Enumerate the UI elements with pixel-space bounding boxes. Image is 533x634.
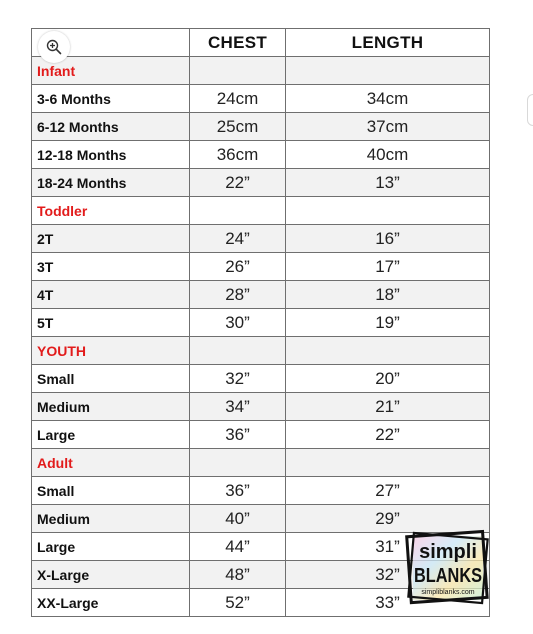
size-label: 18-24 Months xyxy=(32,169,190,197)
category-row xyxy=(32,449,490,477)
table-row xyxy=(32,169,490,197)
chest-value: 24” xyxy=(190,225,286,253)
table-row xyxy=(32,421,490,449)
category-row xyxy=(32,197,490,225)
empty-cell xyxy=(190,197,286,225)
chest-value: 36” xyxy=(190,421,286,449)
length-value: 18” xyxy=(286,281,490,309)
chest-value: 30” xyxy=(190,309,286,337)
table-row xyxy=(32,113,490,141)
chest-value: 44” xyxy=(190,533,286,561)
size-label: Small xyxy=(32,477,190,505)
table-row xyxy=(32,225,490,253)
size-label: Large xyxy=(32,533,190,561)
header-chest: CHEST xyxy=(190,29,286,57)
size-label: 2T xyxy=(32,225,190,253)
size-label: 12-18 Months xyxy=(32,141,190,169)
size-label: 6-12 Months xyxy=(32,113,190,141)
chest-value: 25cm xyxy=(190,113,286,141)
chest-value: 36cm xyxy=(190,141,286,169)
chest-value: 34” xyxy=(190,393,286,421)
length-value: 16” xyxy=(286,225,490,253)
table-header-row xyxy=(32,29,490,57)
size-label: Medium xyxy=(32,505,190,533)
length-value: 22” xyxy=(286,421,490,449)
size-label: 3-6 Months xyxy=(32,85,190,113)
length-value: 40cm xyxy=(286,141,490,169)
chest-value: 36” xyxy=(190,477,286,505)
size-label: Medium xyxy=(32,393,190,421)
header-length: LENGTH xyxy=(286,29,490,57)
length-value: 21” xyxy=(286,393,490,421)
table-row xyxy=(32,141,490,169)
chest-value: 22” xyxy=(190,169,286,197)
length-value: 34cm xyxy=(286,85,490,113)
size-label: 3T xyxy=(32,253,190,281)
table-row xyxy=(32,365,490,393)
chest-value: 40” xyxy=(190,505,286,533)
chest-value: 32” xyxy=(190,365,286,393)
table-row xyxy=(32,253,490,281)
empty-cell xyxy=(190,57,286,85)
table-row xyxy=(32,393,490,421)
table-row xyxy=(32,477,490,505)
empty-cell xyxy=(190,337,286,365)
chest-value: 48” xyxy=(190,561,286,589)
empty-cell xyxy=(286,57,490,85)
size-label: 4T xyxy=(32,281,190,309)
empty-cell xyxy=(286,337,490,365)
chest-value: 26” xyxy=(190,253,286,281)
page-edge-decoration xyxy=(527,94,533,126)
empty-cell xyxy=(286,197,490,225)
size-label: XX-Large xyxy=(32,589,190,617)
category-label: YOUTH xyxy=(32,337,190,365)
empty-cell xyxy=(286,449,490,477)
length-value: 33” xyxy=(286,589,490,617)
logo-url: simpliblanks.com xyxy=(421,589,475,596)
empty-cell xyxy=(190,449,286,477)
length-value: 31” xyxy=(286,533,490,561)
category-row xyxy=(32,337,490,365)
zoom-in-icon xyxy=(46,39,62,55)
chest-value: 52” xyxy=(190,589,286,617)
length-value: 27” xyxy=(286,477,490,505)
category-label: Adult xyxy=(32,449,190,477)
size-label: X-Large xyxy=(32,561,190,589)
size-label: Small xyxy=(32,365,190,393)
size-label: Large xyxy=(32,421,190,449)
logo-text-simpli: simpli xyxy=(419,541,477,563)
simpli-blanks-logo xyxy=(405,528,491,608)
size-label: 5T xyxy=(32,309,190,337)
category-row xyxy=(32,57,490,85)
table-row xyxy=(32,281,490,309)
table-row xyxy=(32,85,490,113)
length-value: 32” xyxy=(286,561,490,589)
length-value: 17” xyxy=(286,253,490,281)
length-value: 37cm xyxy=(286,113,490,141)
length-value: 13” xyxy=(286,169,490,197)
length-value: 29” xyxy=(286,505,490,533)
logo-text-blanks: BLANKS xyxy=(414,565,482,587)
category-label: Toddler xyxy=(32,197,190,225)
zoom-button[interactable] xyxy=(38,31,70,63)
chest-value: 24cm xyxy=(190,85,286,113)
category-label: Infant xyxy=(32,57,190,85)
length-value: 20” xyxy=(286,365,490,393)
table-row xyxy=(32,309,490,337)
length-value: 19” xyxy=(286,309,490,337)
chest-value: 28” xyxy=(190,281,286,309)
